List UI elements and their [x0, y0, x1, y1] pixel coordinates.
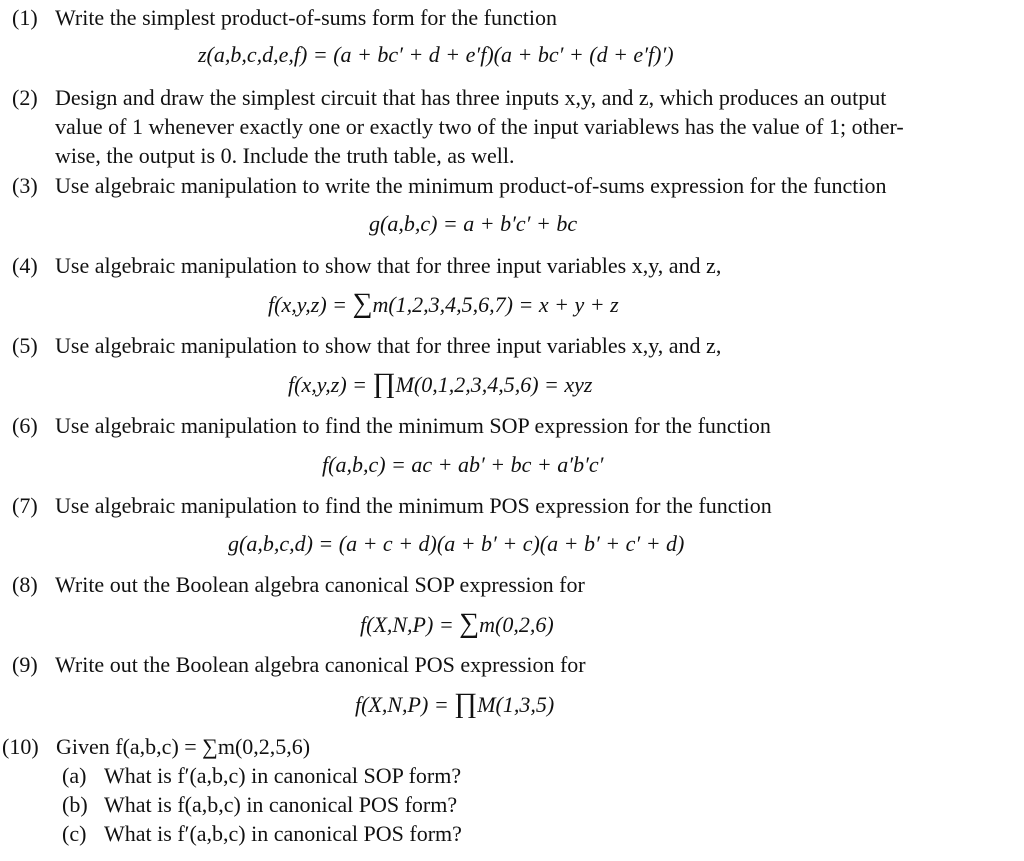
equation	[288, 370, 592, 398]
eq-lhs: f(X,N,P) =	[355, 692, 455, 717]
problem-text: Use algebraic manipulation to show that for three input variables x,y, and z,	[55, 253, 722, 278]
problem-text: Use algebraic manipulation to find the minimum SOP expression for the function	[55, 413, 771, 438]
product-operator: ∏	[372, 368, 396, 399]
problem-number: (8)	[12, 572, 38, 597]
problem-number: (7)	[12, 493, 38, 518]
sub-question-text: What is f′(a,b,c) in canonical SOP form?	[104, 763, 462, 788]
problem-text: value of 1 whenever exactly one or exactly two of the input variablews has the value of 1; other-	[55, 114, 904, 139]
problem-number: (3)	[12, 173, 38, 198]
eq-rhs: m(1,2,3,4,5,6,7) = x + y + z	[372, 292, 619, 317]
problem-number: (4)	[12, 253, 38, 278]
sub-question-text: What is f′(a,b,c) in canonical POS form?	[104, 821, 462, 846]
problem-text: Given f(a,b,c) = ∑m(0,2,5,6)	[56, 734, 311, 759]
sum-operator: ∑	[459, 608, 480, 639]
problem-text: Write out the Boolean algebra canonical SOP expression for	[55, 572, 585, 597]
problem-number: (1)	[12, 5, 38, 30]
problem-text: Use algebraic manipulation to find the minimum POS expression for the function	[55, 493, 772, 518]
problem-number: (6)	[12, 413, 38, 438]
sum-operator: ∑	[352, 288, 373, 319]
equation: g(a,b,c) = a + b′c′ + bc	[369, 211, 578, 236]
equation: g(a,b,c,d) = (a + c + d)(a + b′ + c)(a + b′ + c′ + d)	[228, 531, 685, 556]
problem-number: (10)	[2, 734, 39, 759]
equation	[268, 290, 619, 318]
eq-lhs: f(x,y,z) =	[268, 292, 353, 317]
equation: z(a,b,c,d,e,f) = (a + bc′ + d + e′f)(a + bc′ + (d + e′f)′)	[198, 42, 674, 67]
problem-number: (9)	[12, 652, 38, 677]
problem-text: Write the simplest product-of-sums form for the function	[55, 5, 557, 30]
sub-question-label: (a)	[62, 763, 87, 788]
eq-rhs: m(0,2,6)	[479, 612, 554, 637]
problem-text: Use algebraic manipulation to show that for three input variables x,y, and z,	[55, 333, 722, 358]
equation	[355, 690, 554, 718]
product-operator: ∏	[454, 688, 478, 719]
eq-rhs: M(0,1,2,3,4,5,6) = xyz	[395, 372, 593, 397]
problem-text: wise, the output is 0. Include the truth table, as well.	[55, 143, 515, 168]
sub-question-label: (b)	[62, 792, 88, 817]
sub-question-label: (c)	[62, 821, 87, 846]
equation	[360, 610, 554, 638]
problem-number: (2)	[12, 85, 38, 110]
eq-lhs: f(x,y,z) =	[288, 372, 373, 397]
eq-rhs: M(1,3,5)	[477, 692, 555, 717]
problem-text: Use algebraic manipulation to write the minimum product-of-sums expression for the function	[55, 173, 887, 198]
problem-number: (5)	[12, 333, 38, 358]
equation: f(a,b,c) = ac + ab′ + bc + a′b′c′	[322, 452, 604, 477]
problem-text: Design and draw the simplest circuit that has three inputs x,y, and z, which produces an output	[55, 85, 887, 110]
problem-text: Write out the Boolean algebra canonical POS expression for	[55, 652, 586, 677]
eq-lhs: f(X,N,P) =	[360, 612, 460, 637]
sub-question-text: What is f(a,b,c) in canonical POS form?	[104, 792, 458, 817]
